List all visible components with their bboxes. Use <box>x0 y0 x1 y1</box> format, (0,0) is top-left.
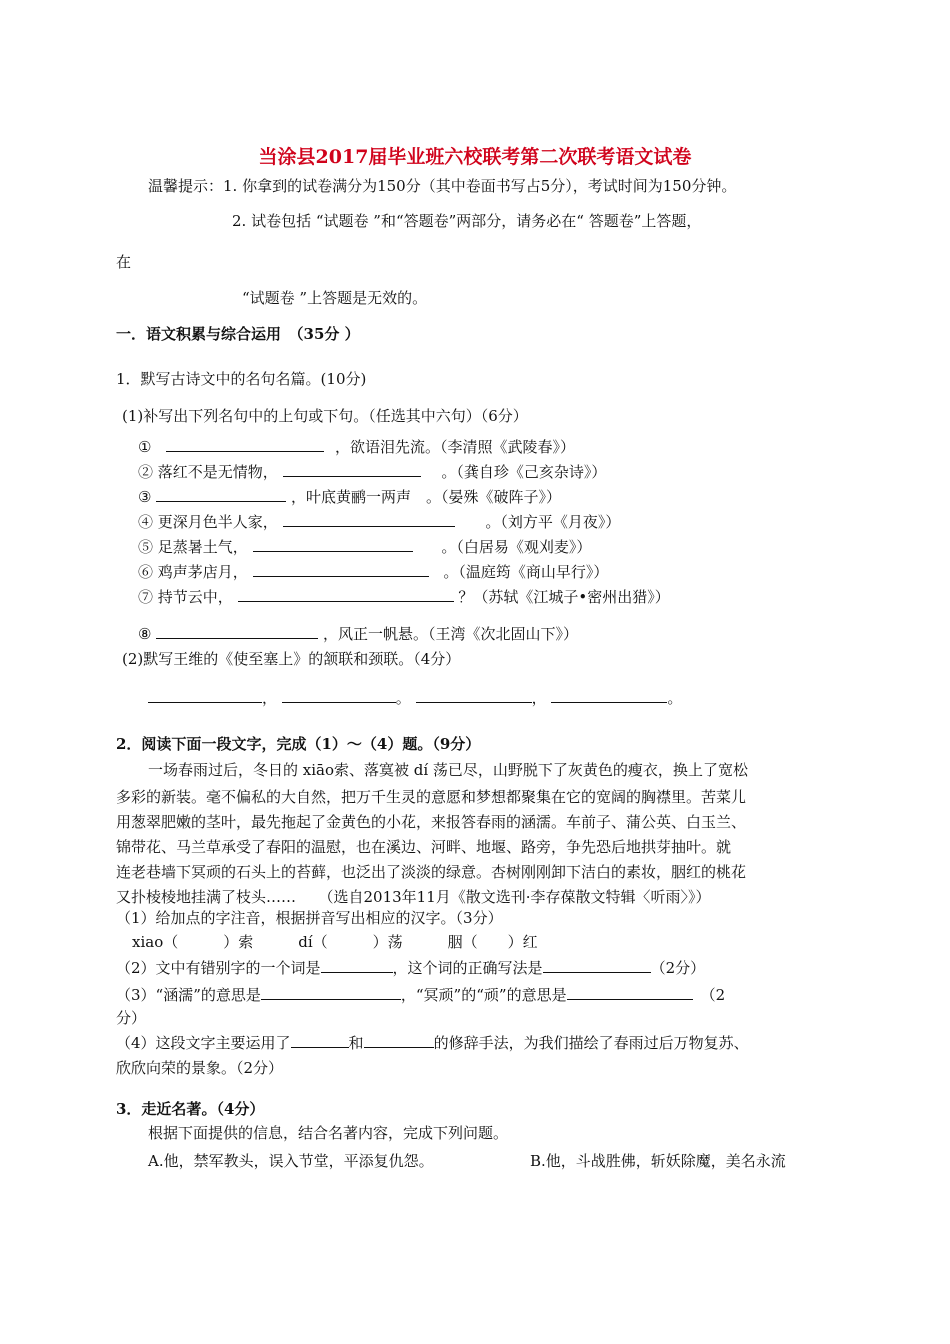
answer-blank[interactable] <box>253 562 429 577</box>
question-1-sub-1: (1)补写出下列名句中的上句或下句。（任选其中六句）（6分） <box>122 407 528 425</box>
passage-line: 又扑棱棱地挂满了枝头…… （选自2013年11月《散文选刊·李存葆散文特辑〈听雨〉》） <box>116 888 711 906</box>
answer-blank[interactable] <box>321 958 393 973</box>
answer-blank[interactable] <box>261 985 401 1000</box>
item-text: 。（刘方平《月夜》） <box>485 513 621 531</box>
item-number: ⑥ <box>138 563 154 581</box>
item-number: ⑤ <box>138 538 154 556</box>
question-2-sub-4 <box>116 1033 749 1053</box>
option-a: A.他，禁军教头，误入节堂，平添复仇怨。 <box>148 1152 434 1170</box>
answer-blank[interactable] <box>291 1033 349 1048</box>
prompt-text: 的修辞手法，为我们描绘了春雨过后万物复苏、 <box>433 1034 749 1052</box>
prompt-text: （4）这段文字主要运用了 <box>116 1034 291 1052</box>
pinyin-prompt: xiao（ ）索 dí（ ）荡 胭（ ）红 <box>132 933 538 951</box>
answer-blank[interactable] <box>283 462 421 477</box>
item-text: 持节云中， <box>157 588 233 606</box>
page-title: 当涂县2017届毕业班六校联考第二次联考语文试卷 <box>258 146 692 168</box>
prompt-text: ，这个词的正确写法是 <box>392 959 543 977</box>
item-text: 。（白居易《观刈麦》） <box>441 538 592 556</box>
passage-line: 一场春雨过后，冬日的 xiāo索、落寞被 dí 荡已尽，山野脱下了灰黄色的瘦衣，换上了宽松 <box>148 761 748 779</box>
poem-item <box>138 587 670 607</box>
poem-item <box>138 562 608 582</box>
section-heading: 一．语文积累与综合运用 （35分 ） <box>116 325 360 343</box>
prompt-text: （2分） <box>650 959 706 977</box>
answer-blank[interactable] <box>238 587 454 602</box>
question-1-sub-2: (2)默写王维的《使至塞上》的颔联和颈联。（4分） <box>122 650 461 668</box>
answer-blank[interactable] <box>253 537 413 552</box>
item-number: ② <box>138 463 154 481</box>
question-1-title: 1．默写古诗文中的名句名篇。(10分) <box>116 370 367 388</box>
notice-line-1: 温馨提示：1. 你拿到的试卷满分为150分（其中卷面书写占5分），考试时间为150分钟。 <box>148 177 737 195</box>
question-2-sub-3-cont: 分） <box>116 1009 147 1027</box>
item-text: 。（温庭筠《商山早行》） <box>443 563 609 581</box>
punctuation: 。 <box>667 689 683 707</box>
item-text: 落红不是无情物， <box>157 463 278 481</box>
poem-item <box>138 624 578 644</box>
notice-line-4: “试题卷 ”上答题是无效的。 <box>242 289 428 307</box>
question-2-sub-1: （1）给加点的字注音，根据拼音写出相应的汉字。（3分） <box>116 909 503 927</box>
prompt-text: （2 <box>700 986 726 1004</box>
passage-line: 用葱翠肥嫩的茎叶，最先拖起了金黄色的小花，来报答春雨的涵濡。车前子、蒲公英、白玉兰、 <box>116 813 747 831</box>
passage-line: 连老巷墙下冥顽的石头上的苔藓，也泛出了淡淡的绿意。杏树刚刚卸下洁白的素妆，胭红的桃花 <box>116 863 747 881</box>
poem-answer-line <box>148 688 682 708</box>
prompt-text: （3）“涵濡”的意思是 <box>116 986 261 1004</box>
answer-blank[interactable] <box>148 688 262 703</box>
item-text: ，欲语泪先流。（李清照《武陵春》） <box>335 438 576 456</box>
item-number: ③ <box>138 488 152 506</box>
poem-item <box>138 487 561 507</box>
answer-blank[interactable] <box>416 688 532 703</box>
item-text: 。（龚自珍《己亥杂诗》） <box>441 463 607 481</box>
notice-line-2: 2. 试卷包括 “试题卷 ”和“答题卷”两部分，请务必在“ 答题卷”上答题， <box>232 212 702 230</box>
punctuation: 。 <box>395 689 411 707</box>
item-text: 足蒸暑土气， <box>157 538 248 556</box>
item-text: ？（苏轼《江城子•密州出猎》） <box>458 588 670 606</box>
notice-line-3: 在 <box>116 253 132 271</box>
prompt-text: （2）文中有错别字的一个词是 <box>116 959 321 977</box>
question-2-sub-3 <box>116 985 725 1005</box>
item-text: ，叶底黄鹂一两声 。（晏殊《破阵子》） <box>291 488 562 506</box>
passage-line: 锦带花、马兰草承受了春阳的温慰，也在溪边、河畔、地堰、路旁，争先恐后地拱芽抽叶。就 <box>116 838 732 856</box>
item-number: ⑧ <box>138 625 152 643</box>
question-2-title: 2．阅读下面一段文字，完成（1）～（4）题。（9分） <box>116 735 481 753</box>
question-2-sub-4-cont: 欣欣向荣的景象。（2分） <box>116 1059 284 1077</box>
poem-item <box>138 537 591 557</box>
passage-line: 多彩的新装。毫不偏私的大自然，把万千生灵的意愿和梦想都聚集在它的宽阔的胸襟里。苦菜儿 <box>116 788 747 806</box>
answer-blank[interactable] <box>364 1033 434 1048</box>
option-b: B.他，斗战胜佛，斩妖除魔，美名永流 <box>530 1152 786 1170</box>
answer-blank[interactable] <box>156 487 286 502</box>
item-number: ⑦ <box>138 588 154 606</box>
item-text: ，风正一帆悬。（王湾《次北固山下》） <box>323 625 579 643</box>
prompt-text: ，“冥顽”的“顽”的意思是 <box>400 986 567 1004</box>
answer-blank[interactable] <box>551 688 667 703</box>
question-2-sub-2 <box>116 958 705 978</box>
answer-blank[interactable] <box>567 985 693 1000</box>
question-3-title: 3．走近名著。（4分） <box>116 1100 265 1118</box>
item-number: ④ <box>138 513 154 531</box>
prompt-text: 和 <box>348 1034 364 1052</box>
question-3-intro: 根据下面提供的信息，结合名著内容，完成下列问题。 <box>148 1124 509 1142</box>
answer-blank[interactable] <box>166 437 324 452</box>
answer-blank[interactable] <box>282 688 396 703</box>
poem-item <box>138 437 575 457</box>
poem-item <box>138 462 606 482</box>
item-text: 更深月色半人家， <box>157 513 278 531</box>
answer-blank[interactable] <box>543 958 651 973</box>
answer-blank[interactable] <box>283 512 455 527</box>
punctuation: ， <box>531 689 547 707</box>
punctuation: ， <box>262 689 278 707</box>
item-text: 鸡声茅店月， <box>157 563 248 581</box>
poem-item <box>138 512 620 532</box>
answer-blank[interactable] <box>156 624 318 639</box>
item-number: ① <box>138 438 152 456</box>
